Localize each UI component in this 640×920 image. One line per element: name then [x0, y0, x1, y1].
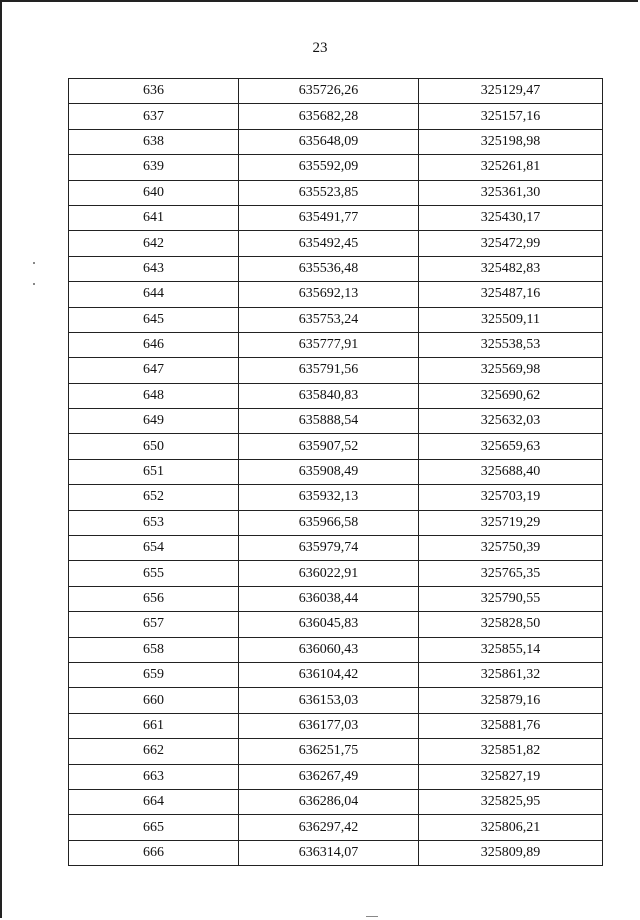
- point-number-cell: 639: [69, 155, 239, 180]
- point-number-cell: 659: [69, 662, 239, 687]
- point-number-cell: 646: [69, 332, 239, 357]
- y-coordinate-cell: 325765,35: [419, 561, 603, 586]
- y-coordinate-cell: 325809,89: [419, 840, 603, 865]
- table-row: [69, 536, 603, 561]
- table-row: [69, 459, 603, 484]
- y-coordinate-cell: 325482,83: [419, 256, 603, 281]
- table-row: [69, 637, 603, 662]
- table-row: [69, 231, 603, 256]
- point-number-cell: 660: [69, 688, 239, 713]
- table-row: [69, 409, 603, 434]
- x-coordinate-cell: 636038,44: [239, 586, 419, 611]
- point-number-cell: 666: [69, 840, 239, 865]
- x-coordinate-cell: 636314,07: [239, 840, 419, 865]
- table-row: [69, 764, 603, 789]
- x-coordinate-cell: 636297,42: [239, 815, 419, 840]
- x-coordinate-cell: 635692,13: [239, 282, 419, 307]
- point-number-cell: 661: [69, 713, 239, 738]
- y-coordinate-cell: 325569,98: [419, 358, 603, 383]
- table-row: [69, 205, 603, 230]
- point-number-cell: 647: [69, 358, 239, 383]
- x-coordinate-cell: 635648,09: [239, 129, 419, 154]
- point-number-cell: 640: [69, 180, 239, 205]
- y-coordinate-cell: 325509,11: [419, 307, 603, 332]
- x-coordinate-cell: 636153,03: [239, 688, 419, 713]
- x-coordinate-cell: 635966,58: [239, 510, 419, 535]
- x-coordinate-cell: 635888,54: [239, 409, 419, 434]
- y-coordinate-cell: 325361,30: [419, 180, 603, 205]
- x-coordinate-cell: 635777,91: [239, 332, 419, 357]
- y-coordinate-cell: 325690,62: [419, 383, 603, 408]
- scan-artifact-dot: [33, 262, 35, 264]
- point-number-cell: 650: [69, 434, 239, 459]
- point-number-cell: 638: [69, 129, 239, 154]
- x-coordinate-cell: 635523,85: [239, 180, 419, 205]
- table-row: [69, 332, 603, 357]
- point-number-cell: 663: [69, 764, 239, 789]
- x-coordinate-cell: 635726,26: [239, 79, 419, 104]
- x-coordinate-cell: 635753,24: [239, 307, 419, 332]
- table-row: [69, 485, 603, 510]
- y-coordinate-cell: 325828,50: [419, 612, 603, 637]
- table-row: [69, 129, 603, 154]
- point-number-cell: 648: [69, 383, 239, 408]
- x-coordinate-cell: 635491,77: [239, 205, 419, 230]
- y-coordinate-cell: 325881,76: [419, 713, 603, 738]
- page-number: 23: [312, 40, 328, 56]
- table-row: [69, 358, 603, 383]
- x-coordinate-cell: 636251,75: [239, 739, 419, 764]
- point-number-cell: 653: [69, 510, 239, 535]
- point-number-cell: 665: [69, 815, 239, 840]
- table-row: [69, 561, 603, 586]
- table-row: [69, 434, 603, 459]
- y-coordinate-cell: 325855,14: [419, 637, 603, 662]
- x-coordinate-cell: 635536,48: [239, 256, 419, 281]
- y-coordinate-cell: 325659,63: [419, 434, 603, 459]
- x-coordinate-cell: 636104,42: [239, 662, 419, 687]
- table-row: [69, 307, 603, 332]
- table-row: [69, 688, 603, 713]
- y-coordinate-cell: 325703,19: [419, 485, 603, 510]
- x-coordinate-cell: 635932,13: [239, 485, 419, 510]
- table-row: [69, 155, 603, 180]
- point-number-cell: 664: [69, 789, 239, 814]
- table-row: [69, 612, 603, 637]
- y-coordinate-cell: 325851,82: [419, 739, 603, 764]
- y-coordinate-cell: 325129,47: [419, 79, 603, 104]
- point-number-cell: 656: [69, 586, 239, 611]
- x-coordinate-cell: 636267,49: [239, 764, 419, 789]
- x-coordinate-cell: 636177,03: [239, 713, 419, 738]
- scan-artifact-dot: [33, 283, 35, 285]
- table-row: [69, 256, 603, 281]
- table-row: [69, 815, 603, 840]
- x-coordinate-cell: 636060,43: [239, 637, 419, 662]
- table-row: [69, 840, 603, 865]
- point-number-cell: 651: [69, 459, 239, 484]
- y-coordinate-cell: 325632,03: [419, 409, 603, 434]
- x-coordinate-cell: 635840,83: [239, 383, 419, 408]
- y-coordinate-cell: 325719,29: [419, 510, 603, 535]
- point-number-cell: 654: [69, 536, 239, 561]
- point-number-cell: 662: [69, 739, 239, 764]
- y-coordinate-cell: 325472,99: [419, 231, 603, 256]
- y-coordinate-cell: 325790,55: [419, 586, 603, 611]
- table-row: [69, 739, 603, 764]
- y-coordinate-cell: 325750,39: [419, 536, 603, 561]
- y-coordinate-cell: 325261,81: [419, 155, 603, 180]
- y-coordinate-cell: 325688,40: [419, 459, 603, 484]
- point-number-cell: 658: [69, 637, 239, 662]
- point-number-cell: 641: [69, 205, 239, 230]
- x-coordinate-cell: 635908,49: [239, 459, 419, 484]
- point-number-cell: 645: [69, 307, 239, 332]
- table-row: [69, 586, 603, 611]
- coordinates-table-body: [69, 79, 603, 866]
- y-coordinate-cell: 325879,16: [419, 688, 603, 713]
- x-coordinate-cell: 635791,56: [239, 358, 419, 383]
- table-row: [69, 510, 603, 535]
- table-row: [69, 79, 603, 104]
- y-coordinate-cell: 325827,19: [419, 764, 603, 789]
- point-number-cell: 637: [69, 104, 239, 129]
- x-coordinate-cell: 635492,45: [239, 231, 419, 256]
- point-number-cell: 649: [69, 409, 239, 434]
- table-row: [69, 713, 603, 738]
- scan-artifact-line: [366, 916, 378, 917]
- table-row: [69, 282, 603, 307]
- x-coordinate-cell: 635979,74: [239, 536, 419, 561]
- x-coordinate-cell: 635682,28: [239, 104, 419, 129]
- point-number-cell: 652: [69, 485, 239, 510]
- x-coordinate-cell: 635907,52: [239, 434, 419, 459]
- y-coordinate-cell: 325861,32: [419, 662, 603, 687]
- point-number-cell: 636: [69, 79, 239, 104]
- coordinates-table: [68, 78, 603, 866]
- x-coordinate-cell: 636286,04: [239, 789, 419, 814]
- y-coordinate-cell: 325538,53: [419, 332, 603, 357]
- point-number-cell: 657: [69, 612, 239, 637]
- x-coordinate-cell: 636022,91: [239, 561, 419, 586]
- y-coordinate-cell: 325198,98: [419, 129, 603, 154]
- table-row: [69, 662, 603, 687]
- table-row: [69, 104, 603, 129]
- point-number-cell: 644: [69, 282, 239, 307]
- y-coordinate-cell: 325430,17: [419, 205, 603, 230]
- x-coordinate-cell: 636045,83: [239, 612, 419, 637]
- y-coordinate-cell: 325825,95: [419, 789, 603, 814]
- y-coordinate-cell: 325806,21: [419, 815, 603, 840]
- table-row: [69, 789, 603, 814]
- table-row: [69, 180, 603, 205]
- point-number-cell: 642: [69, 231, 239, 256]
- point-number-cell: 643: [69, 256, 239, 281]
- x-coordinate-cell: 635592,09: [239, 155, 419, 180]
- table-row: [69, 383, 603, 408]
- y-coordinate-cell: 325157,16: [419, 104, 603, 129]
- point-number-cell: 655: [69, 561, 239, 586]
- y-coordinate-cell: 325487,16: [419, 282, 603, 307]
